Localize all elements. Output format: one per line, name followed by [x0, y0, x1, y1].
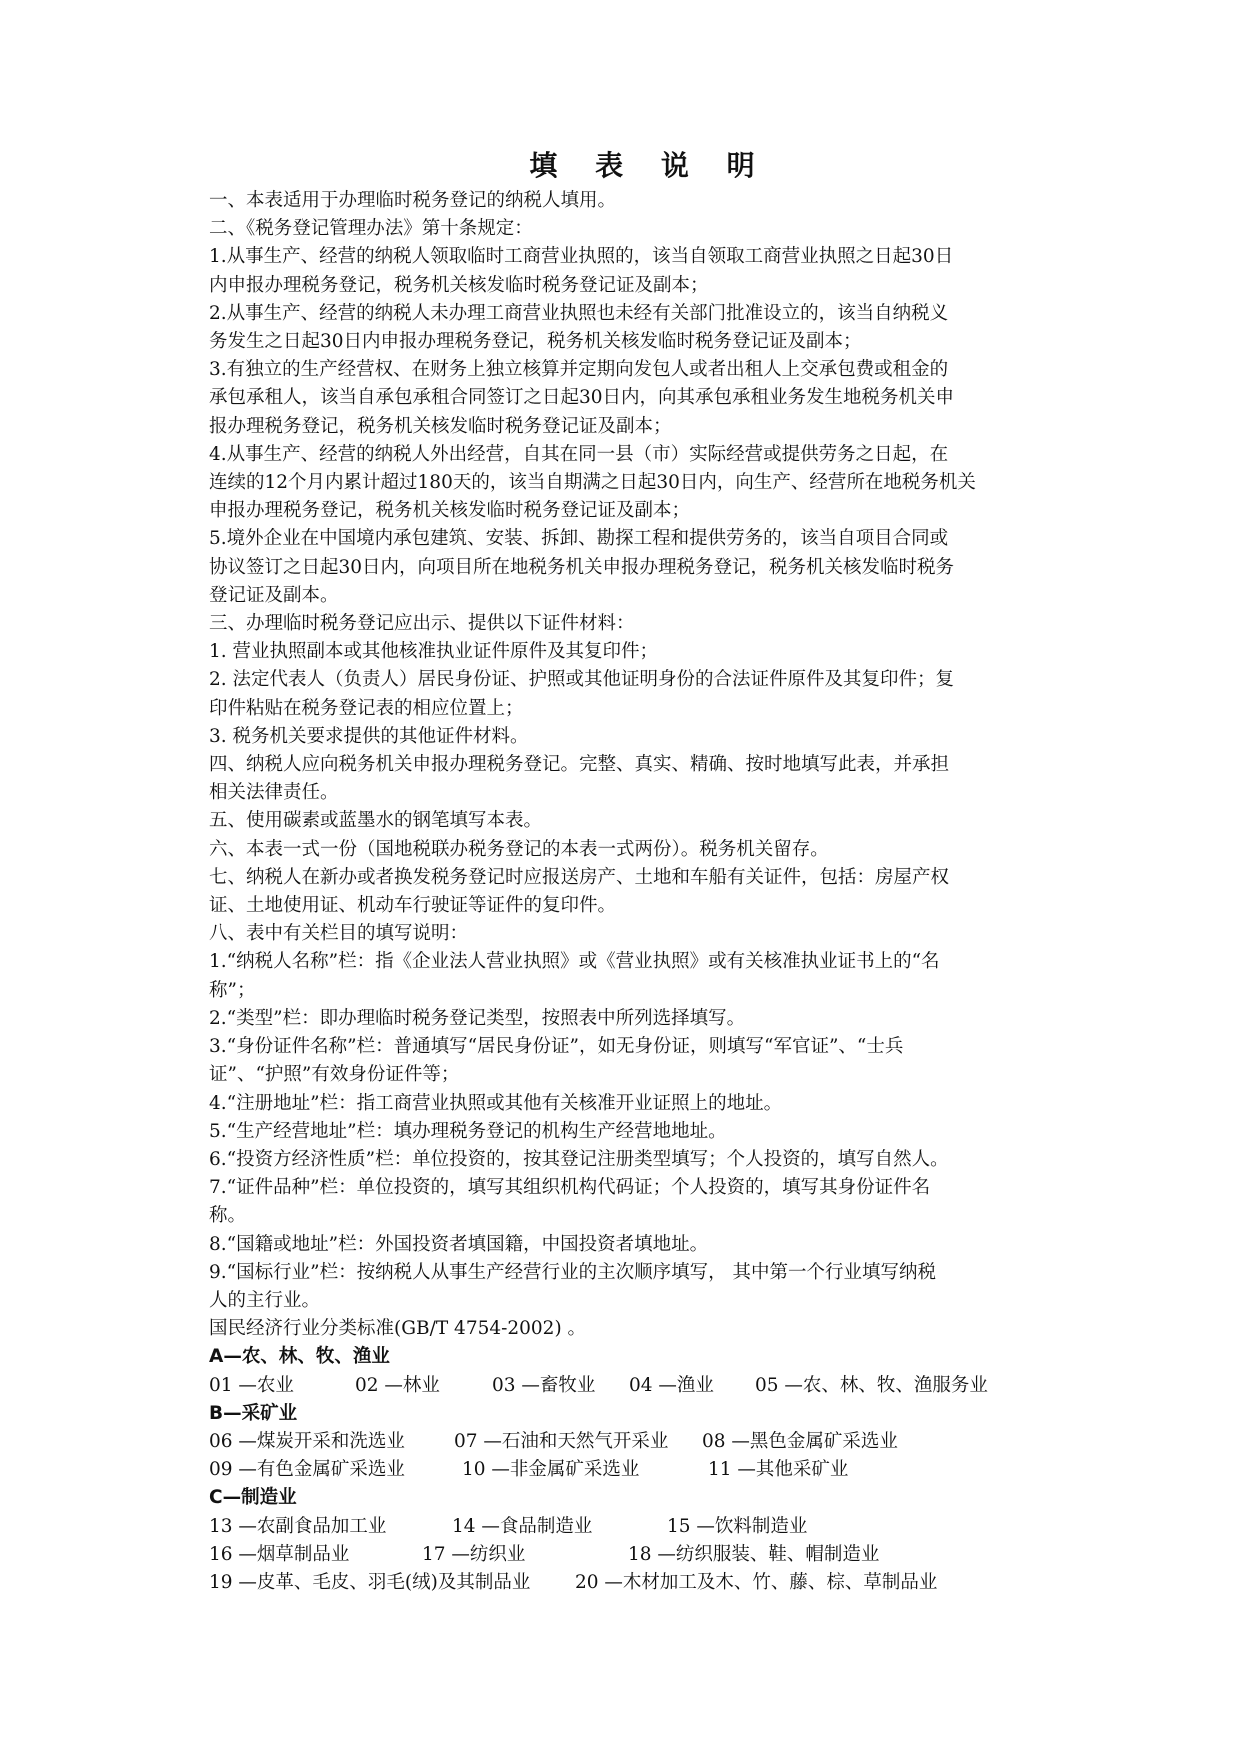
category-item: 18 —纺织服装、鞋、帽制造业	[628, 1543, 880, 1565]
text-line: 证、土地使用证、机动车行驶证等证件的复印件。	[209, 895, 617, 917]
text-line: 4.“注册地址”栏：指工商营业执照或其他有关核准开业证照上的地址。	[209, 1092, 783, 1114]
text-line: 承包承租人，该当自承包承租合同签订之日起30日内，向其承包承租业务发生地税务机关申	[209, 387, 955, 409]
category-item: 05 —农、林、牧、渔服务业	[755, 1374, 988, 1396]
category-item: 13 —农副食品加工业	[209, 1515, 387, 1537]
text-line: 2.“类型”栏：即办理临时税务登记类型，按照表中所列选择填写。	[209, 1007, 746, 1029]
text-line: 四、纳税人应向税务机关申报办理税务登记。完整、真实、精确、按时地填写此表，并承担	[209, 754, 950, 776]
text-line: 报办理税务登记，税务机关核发临时税务登记证及副本；	[209, 415, 672, 437]
category-row	[209, 1513, 1089, 1541]
text-line: 1.从事生产、经营的纳税人领取临时工商营业执照的，该当自领取工商营业执照之日起30日	[209, 246, 954, 268]
text-line: 2.从事生产、经营的纳税人未办理工商营业执照也未经有关部门批准设立的，该当自纳税义	[209, 302, 949, 324]
section-heading: A—农、林、牧、渔业	[209, 1346, 390, 1368]
text-line: 协议签订之日起30日内，向项目所在地税务机关申报办理税务登记，税务机关核发临时税务	[209, 556, 955, 578]
text-line: 3. 税务机关要求提供的其他证件材料。	[209, 725, 529, 747]
text-line: 5.“生产经营地址”栏：填办理税务登记的机构生产经营地地址。	[209, 1120, 727, 1142]
section-heading: C—制造业	[209, 1487, 297, 1509]
text-line: 证”、“护照”有效身份证件等；	[209, 1064, 460, 1086]
text-line: 1. 营业执照副本或其他核准执业证件原件及其复印件；	[209, 641, 659, 663]
category-item: 14 —食品制造业	[452, 1515, 593, 1537]
document-page	[209, 145, 1089, 1597]
text-line: 七、纳税人在新办或者换发税务登记时应报送房产、土地和车船有关证件，包括：房屋产权	[209, 866, 950, 888]
text-line: 人的主行业。	[209, 1289, 321, 1311]
category-item: 10 —非金属矿采选业	[462, 1459, 640, 1481]
text-line: 3.有独立的生产经营权、在财务上独立核算并定期向发包人或者出租人上交承包费或租金的	[209, 359, 949, 381]
category-item: 17 —纺织业	[422, 1543, 526, 1565]
category-item: 19 —皮革、毛皮、羽毛(绒)及其制品业	[209, 1571, 531, 1593]
category-item: 03 —畜牧业	[492, 1374, 596, 1396]
category-item: 11 —其他采矿业	[708, 1459, 849, 1481]
section-heading: B—采矿业	[209, 1402, 298, 1424]
text-line: 五、使用碳素或蓝墨水的钢笔填写本表。	[209, 810, 543, 832]
category-row	[209, 1372, 1089, 1400]
text-line: 1.“纳税人名称”栏：指《企业法人营业执照》或《营业执照》或有关核准执业证书上的“名	[209, 951, 940, 973]
text-line: 7.“证件品种”栏：单位投资的，填写其组织机构代码证；个人投资的，填写其身份证件名	[209, 1177, 931, 1199]
text-line: 八、表中有关栏目的填写说明：	[209, 923, 469, 945]
page-title: 填 表 说 明	[529, 149, 769, 182]
text-line: 内申报办理税务登记，税务机关核发临时税务登记证及副本；	[209, 274, 709, 296]
industry-category-list	[209, 1343, 1089, 1597]
text-line: 二、《税务登记管理办法》第十条规定：	[209, 218, 533, 240]
text-line: 登记证及副本。	[209, 584, 339, 606]
category-item: 16 —烟草制品业	[209, 1543, 350, 1565]
category-row	[209, 1428, 1089, 1456]
text-line: 申报办理税务登记，税务机关核发临时税务登记证及副本；	[209, 500, 691, 522]
category-item: 20 —木材加工及木、竹、藤、棕、草制品业	[575, 1571, 938, 1593]
text-line: 6.“投资方经济性质”栏：单位投资的，按其登记注册类型填写；个人投资的，填写自然人。	[209, 1148, 949, 1170]
text-line: 9.“国标行业”栏：按纳税人从事生产经营行业的主次顺序填写， 其中第一个行业填写纳税	[209, 1261, 936, 1283]
text-line: 务发生之日起30日内申报办理税务登记，税务机关核发临时税务登记证及副本；	[209, 331, 862, 353]
category-item: 04 —渔业	[629, 1374, 714, 1396]
category-item: 02 —林业	[355, 1374, 440, 1396]
text-line: 一、本表适用于办理临时税务登记的纳税人填用。	[209, 190, 617, 211]
text-line: 称。	[209, 1205, 247, 1227]
category-item: 08 —黑色金属矿采选业	[702, 1430, 898, 1452]
text-line: 4.从事生产、经营的纳税人外出经营，自其在同一县（市）实际经营或提供劳务之日起，在	[209, 443, 949, 465]
text-line: 印件粘贴在税务登记表的相应位置上；	[209, 697, 524, 719]
text-line: 相关法律责任。	[209, 782, 339, 804]
text-line: 3.“身份证件名称”栏：普通填写“居民身份证”，如无身份证，则填写“军官证”、“士兵	[209, 1036, 904, 1058]
text-line: 六、本表一式一份（国地税联办税务登记的本表一式两份）。税务机关留存。	[209, 838, 829, 860]
category-item: 09 —有色金属矿采选业	[209, 1459, 405, 1481]
text-line: 国民经济行业分类标准(GB/T 4754-2002) 。	[209, 1318, 587, 1340]
category-row	[209, 1569, 1089, 1597]
category-item: 06 —煤炭开采和洗选业	[209, 1430, 405, 1452]
category-item: 07 —石油和天然气开采业	[454, 1430, 669, 1452]
category-item: 01 —农业	[209, 1374, 294, 1396]
text-line: 8.“国籍或地址”栏：外国投资者填国籍，中国投资者填地址。	[209, 1233, 709, 1255]
instructions-body	[209, 187, 1089, 1343]
category-item: 15 —饮料制造业	[667, 1515, 808, 1537]
text-line: 称”；	[209, 979, 256, 1001]
text-line: 2. 法定代表人（负责人）居民身份证、护照或其他证明身份的合法证件原件及其复印件；复	[209, 669, 955, 691]
text-line: 连续的12个月内累计超过180天的，该当自期满之日起30日内，向生产、经营所在地税务机关	[209, 472, 976, 494]
text-line: 5.境外企业在中国境内承包建筑、安装、拆卸、勘探工程和提供劳务的，该当自项目合同或	[209, 528, 949, 550]
text-line: 三、办理临时税务登记应出示、提供以下证件材料：	[209, 613, 635, 635]
category-row	[209, 1541, 1089, 1569]
category-row	[209, 1456, 1089, 1484]
